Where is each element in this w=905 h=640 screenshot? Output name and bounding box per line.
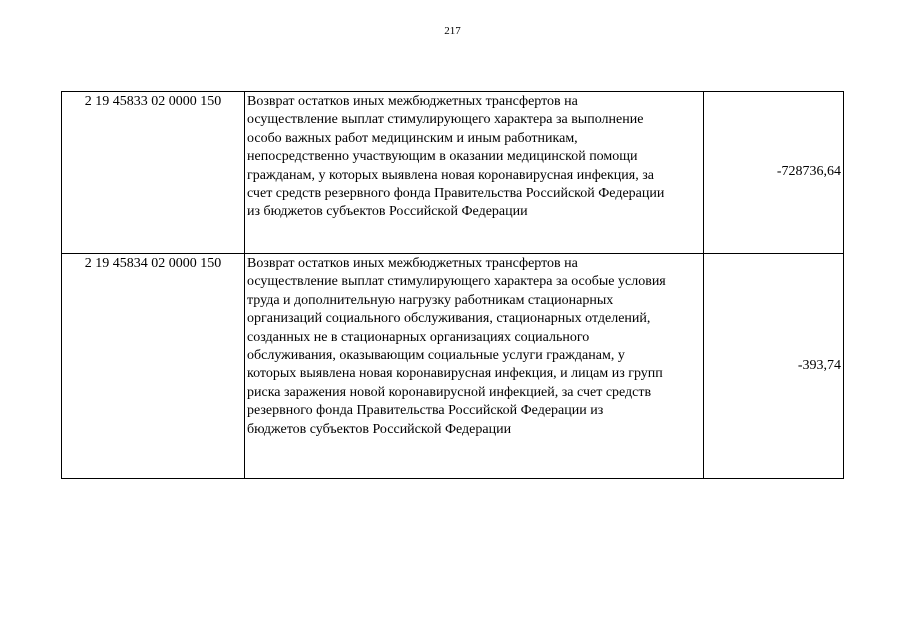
budget-table (61, 91, 844, 479)
income-name-cell: Возврат остатков иных межбюджетных трансфертов на осуществление выплат стимулирующего характера за выполнение особо важных работ медицинским и иным работникам, непосредственно участвующим в оказании медицинской помощи гражданам, у которых выявлена новая коронавирусная инфекция, за счет средств резервного фонда Правительства Российской Федерации из бюджетов субъектов Российской Федерации (245, 92, 704, 254)
table-row (62, 92, 844, 254)
amount-cell: -728736,64 (704, 92, 844, 254)
budget-code-cell: 2 19 45834 02 0000 150 (62, 254, 245, 479)
amount-cell: -393,74 (704, 254, 844, 479)
page-number: 217 (444, 25, 461, 37)
budget-code-cell: 2 19 45833 02 0000 150 (62, 92, 245, 254)
income-name-cell: Возврат остатков иных межбюджетных трансфертов на осуществление выплат стимулирующего характера за особые условия труда и дополнительную нагрузку работникам стационарных организаций социального обслуживания, стационарных отделений, созданных не в стационарных организациях социального обслуживания, оказывающим социальные услуги гражданам, у которых выявлена новая коронавирусная инфекция, и лицам из групп риска заражения новой коронавирусной инфекцией, за счет средств резервного фонда Правительства Российской Федерации из бюджетов субъектов Российской Федерации (245, 254, 704, 479)
table-row (62, 254, 844, 479)
